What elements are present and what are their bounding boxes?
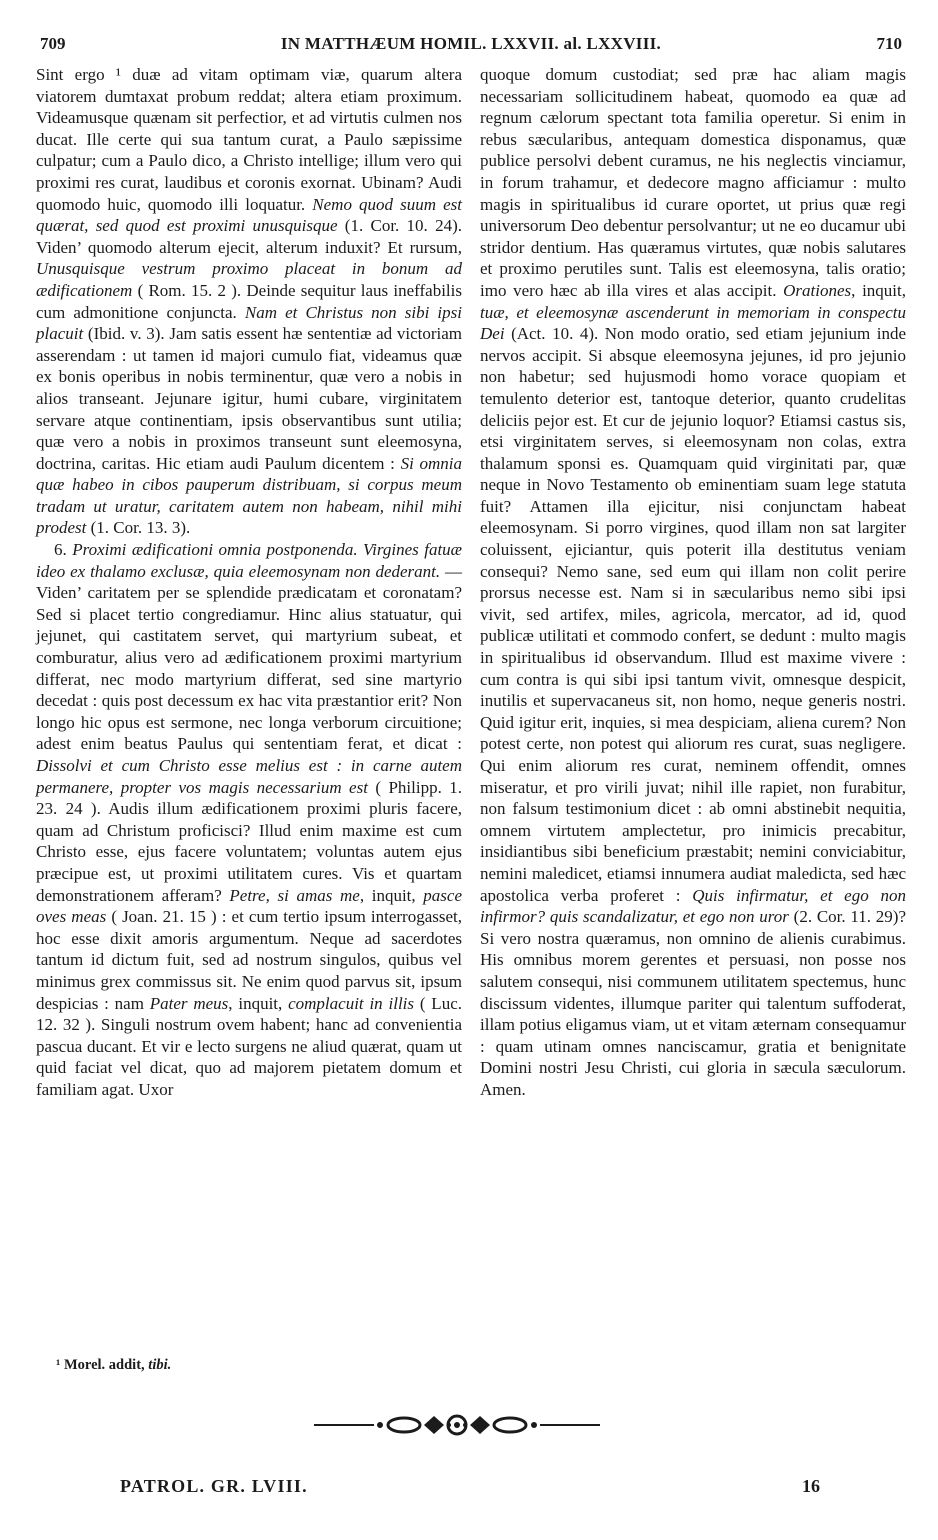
footnote (56, 1357, 171, 1374)
signature-mark: PATROL. GR. LVIII. (120, 1476, 308, 1496)
body-paragraph (480, 64, 906, 1101)
italic-text: Petre, si amas me (229, 885, 360, 905)
body-paragraph (36, 539, 462, 1100)
footnote-italic: tibi. (148, 1357, 172, 1373)
text-segment: 6. (54, 540, 73, 560)
text-segment: (Ibid. v. 3). Jam satis essent hæ sententiæ ad victoriam asserendam : ut tamen id majori cumulo fiat, videamus quæ ex bonis operibus in nobis terminentur, quæ vero a nobis in alios transeant. Jejunare igitur, humi cubare, virginitatem servare atque continentiam, ipsis observantibus sunt utilia; quæ vero a nobis in proximos transeunt sunt eleemosyna, doctrina, caritas. Hic etiam audi Paulum dicentem : (36, 324, 462, 473)
italic-text: Dissolvi et cum Christo esse melius est : in carne autem permanere, propter vos magis necessarium est (36, 756, 462, 797)
italic-text: Nam et Christus non sibi ipsi placuit (36, 302, 462, 344)
italic-text: tuæ, et eleemosynæ ascenderunt in memoriam in conspectu Dei (480, 302, 906, 344)
page-footer (120, 1476, 820, 1500)
left-column (36, 64, 462, 1101)
text-segment: ( Rom. 15. 2 ). Deinde sequitur laus ineffabilis cum admonitione conjuncta. (36, 280, 462, 322)
running-header (40, 34, 902, 56)
italic-text: complacuit in illis (288, 993, 415, 1013)
text-segment: , inquit, (359, 885, 424, 905)
footnote-text: ¹ Morel. addit, (56, 1357, 149, 1373)
italic-text: Si omnia quæ habeo in cibos pauperum distribuam, si corpus meum tradam ut uratur, caritatem autem non habeam, nihil mihi prodest (36, 453, 463, 538)
text-segment: ( Joan. 21. 15 ) : et cum tertio ipsum interrogasset, hoc esse dixit amoris argumentum. Neque ad sacerdotes tantum id dictum fuit, sed ad nostrum singulos, quibus vel minimus grex commissus sit. Ne enim quod parvus sit, ipsum despicias : nam (36, 907, 462, 1013)
text-segment: , inquit, (851, 280, 906, 300)
italic-text: pasce oves meas (36, 885, 462, 927)
italic-text: Nemo quod suum est quærat, sed quod est proximi unusquisque (36, 194, 462, 236)
body-paragraph (36, 64, 462, 539)
text-segment: (1. Cor. 10. 24). Viden’ quomodo alterum ejecit, alterum induxit? Et rursum, (36, 216, 462, 257)
text-segment: — Viden’ caritatem per se splendide prædicatam et coronatam? Sed si placet tertio congrediamur. Hinc alius statuatur, qui jejunet, qui castitatem servet, qui martyrium subeat, et comburatur, alius vero ad ædificationem proximi martyrium differat, nec modo martyrium differat, sed sine martyrio decedat : quis post decessum ex hac vita præstantior erit? Non longo hic opus est sermone, nec longa verborum circuitione; adest enim beatus Paulus qui sententiam ferat, et dicat : (36, 561, 462, 754)
gathering-number: 16 (802, 1476, 820, 1496)
italic-text: Proximi ædificationi omnia postponenda. Virgines fatuæ ideo ex thalamo exclusæ, quia eleemosynam non dederant. (36, 540, 463, 581)
text-segment: quoque domum custodiat; sed præ hac aliam magis necessariam sollicitudinem habeat, quomodo ea quæ ad regnum cælorum spectant tota familia operetur. Si enim in rebus sæcularibus, antequam domestica disponamus, quæ publice persolvi debent curamus, ne his neglectis vinciamur, in forum trahamur, et dedecore magno afficiamur : multo magis in spiritualibus id curare oportet, ut prius quæ regi universorum Deo debentur persolvantur; ut ne eo ducamur ubi stridor dentium. Has quæramus virtutes, quæ nobis salutares et proximo perutiles sunt. Talis est eleemosyna, talis oratio; imo vero hæc ab illa vires et alas accipit. (480, 65, 906, 300)
italic-text: Quis infirmatur, et ego non infirmor? quis scandalizatur, et ego non uror (480, 885, 906, 927)
text-segment: (2. Cor. 11. 29)? Si vero nostra quæramus, non omnino de alienis curabimus. His omnibus morem gerentes et persuasi, non posse nos salutem consequi, nisi communem utilitatem spectemus, hunc discissum videntes, illumque pariter qui talentum suffoderat, illam potius eligamus viam, ut et vitam æternam consequamur : quam utinam omnes nanciscamur, gratia et benignitate Domini nostri Jesu Christi, cui gloria in sæcula sæculorum. Amen. (480, 907, 906, 1099)
text-segment: (Act. 10. 4). Non modo oratio, sed etiam jejunium inde nervos accipit. Si absque eleemosyna jejunes, id pro jejunio non habetur; sed hujusmodi homo vorace quopiam et temulento deterior est, tantoque deterior, quanto crudelitas deliciis pejor est. Et cur de jejunio loquor? Etiamsi castus sis, etsi virginitatem serves, si eleemosynam non colas, extra thalamum sponsi es. Quamquam quid virginitati par, quæ neque in Novo Testamento ob eminentiam suam lege statuta fuit? Attamen illa ejicitur, nisi conjunctam habeat eleemosynam. Si porro virgines, quod illam non sat largiter coluissent, ejiciantur, quis poterit illa destitutus veniam consequi? Nemo sane, sed eum qui illam non colit perire prorsus necesse est. Nam si in sæcularibus nemo sibi ipsi vivit, sed artifex, miles, agricola, mercator, ad id, quod publicæ utilitati et commodo confert, se dedunt : multo magis in spiritualibus id observandum. Illud est maxime vivere : cum contra is qui sibi ipsi tantum vivit, omnesque despicit, inutilis et supervacaneus sit, non homo, neque generis nostri. Quid igitur erit, inquies, si mea despiciam, aliena curem? Non potest certe, non potest qui aliorum res curat, suas negligere. Qui enim aliorum res curat, neminem offendit, omnes miseratur, et pro virili juvat; nihil ille rapiet, non furabitur, non falsum testimonium dicet : ab omni abstinebit nequitia, omnem virtutem amplectetur, pro inimicis precabitur, insidiantibus sibi beneficium præstabit; nemini conviciabitur, nemini maledicet, etiamsi innumera audiat maledicta, sed hæc apostolica verba proferet : (480, 324, 906, 905)
decorative-ornament (312, 1412, 602, 1438)
italic-text: Orationes (783, 280, 852, 300)
text-segment: (1. Cor. 13. 3). (86, 518, 191, 538)
text-segment: ( Luc. 12. 32 ). Singuli nostrum ovem habent; hanc ad convenientia pascua ducant. Et vir e lecto surgens ne aliud quærat, quam ut quid faciat vel dicat, quo ad majorem pietatem domum et familiam agat. Uxor (36, 993, 462, 1099)
text-segment: ( Philipp. 1. 23. 24 ). Audis illum ædificationem proximi pluris facere, quam ad Christum proficisci? Illud enim maxime est cum Christo esse, ejus facere voluntatem; voluntas autem ejus præcipue est, ut proximi utilitatem cures. Vis et quartam demonstrationem afferam? (36, 777, 462, 905)
page-number-left: 709 (40, 34, 66, 53)
running-title: IN MATTHÆUM HOMIL. LXXVII. al. LXXVIII. (280, 34, 662, 53)
right-column (480, 64, 906, 1101)
italic-text: Unusquisque vestrum proximo placeat in bonum ad ædificationem (36, 259, 462, 300)
italic-text: Pater meus (149, 993, 229, 1013)
text-segment: , inquit, (228, 993, 289, 1013)
page-number-right: 710 (876, 34, 902, 53)
text-segment: Sint ergo ¹ duæ ad vitam optimam viæ, quarum altera viatorem dumtaxat probum reddat; altera etiam proximum. Videamusque quænam sit perfectior, et ad virtutis culmen nos ducat. Ille certe qui sua tantum curat, a Paulo sæpissime culpatur; cum a Paulo dico, a Christo intellige; illum vero qui proximi res curat, laudibus et coronis exornat. Ubinam? Audi quomodo huic, quomodo illi loquatur. (36, 65, 462, 214)
